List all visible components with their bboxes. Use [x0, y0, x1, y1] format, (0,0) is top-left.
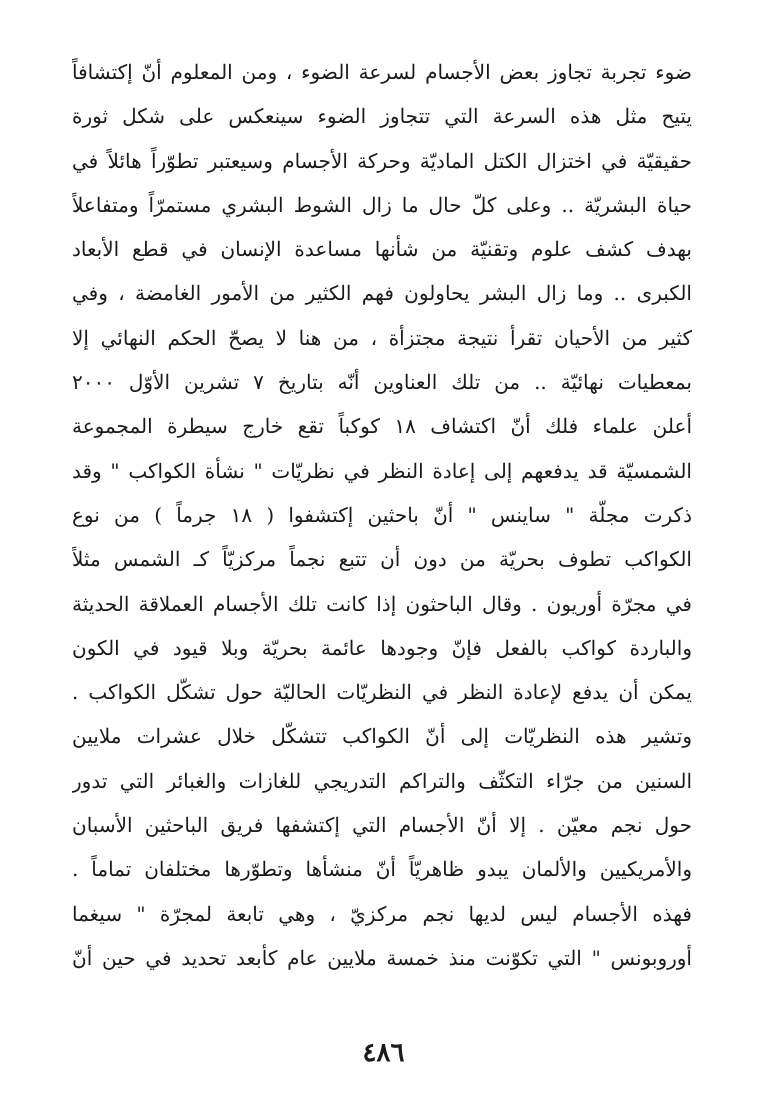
text-line: ذكرت مجلّة " ساينس " أنّ باحثين إكتشفوا ( ١٨ جرماً ) من نوع — [72, 502, 692, 527]
text-line: وتشير هذه النظريّات إلى أنّ الكواكب تتشكّل خلال عشرات ملايين — [72, 724, 692, 749]
text-line: يمكن أن يدفع لإعادة النظر في النظريّات الحاليّة حول تشكّل الكواكب . — [72, 680, 692, 705]
text-line: يتيح مثل هذه السرعة التي تتجاوز الضوء سينعكس على شكل ثورة — [72, 104, 692, 129]
text-line: حقيقيّة في اختزال الكتل الماديّة وحركة الأجسام وسيعتبر تطوّراً هائلاً في — [72, 148, 692, 173]
text-line: في مجرّة أوريون . وقال الباحثون إذا كانت تلك الأجسام العملاقة الحديثة — [72, 591, 692, 616]
text-line: حول نجم معيّن . إلا أنّ الأجسام التي إكتشفها فريق الباحثين الأسبان — [72, 813, 692, 838]
text-line: والباردة كواكب بالفعل فإنّ وجودها عائمة بحريّة وبلا قيود في الكون — [72, 635, 692, 660]
text-line: السنين من جرّاء التكثّف والتراكم التدريجي للغازات والغبائر التي تدور — [72, 768, 692, 793]
text-line: الكواكب تطوف بحريّة من دون أن تتبع نجماً مركزيّاً كـ الشمس مثلاً — [72, 547, 692, 572]
text-line: بهدف كشف علوم وتقنيّة من شأنها مساعدة الإنسان في قطع الأبعاد — [72, 237, 692, 262]
text-line: أعلن علماء فلك أنّ اكتشاف ١٨ كوكباً تقع خارج سيطرة المجموعة — [72, 414, 692, 439]
text-line: بمعطيات نهائيّة .. من تلك العناوين أنّه بتاريخ ٧ تشرين الأوّل ٢٠٠٠ — [72, 370, 692, 395]
text-line: أوروبونس " التي تكوّنت منذ خمسة ملايين عام كأبعد تحديد في حين أنّ — [72, 945, 692, 970]
body-text — [72, 50, 692, 980]
text-line: كثير من الأحيان تقرأ نتيجة مجتزأة ، من هنا لا يصحّ الحكم النهائي إلا — [72, 325, 692, 350]
text-line: ضوء تجربة تجاوز بعض الأجسام لسرعة الضوء ، ومن المعلوم أنّ إكتشافاً — [72, 60, 692, 84]
text-line: فهذه الأجسام ليس لديها نجم مركزيّ ، وهي تابعة لمجرّة " سيغما — [72, 901, 692, 926]
text-line: الشمسيّة قد يدفعهم إلى إعادة النظر في نظريّات " نشأة الكواكب " وقد — [72, 458, 692, 483]
text-line: الكبرى .. وما زال البشر يحاولون فهم الكثير من الأمور الغامضة ، وفي — [72, 281, 692, 306]
text-line: حياة البشريّة .. وعلى كلّ حال ما زال الشوط البشري مستمرّاً ومتفاعلاً — [72, 192, 692, 217]
page-number: ٤٨٦ — [362, 1038, 405, 1068]
text-line: والأمريكيين والألمان يبدو ظاهريّاً أنّ منشأها وتطوّرها مختلفان تماماً . — [72, 857, 692, 882]
